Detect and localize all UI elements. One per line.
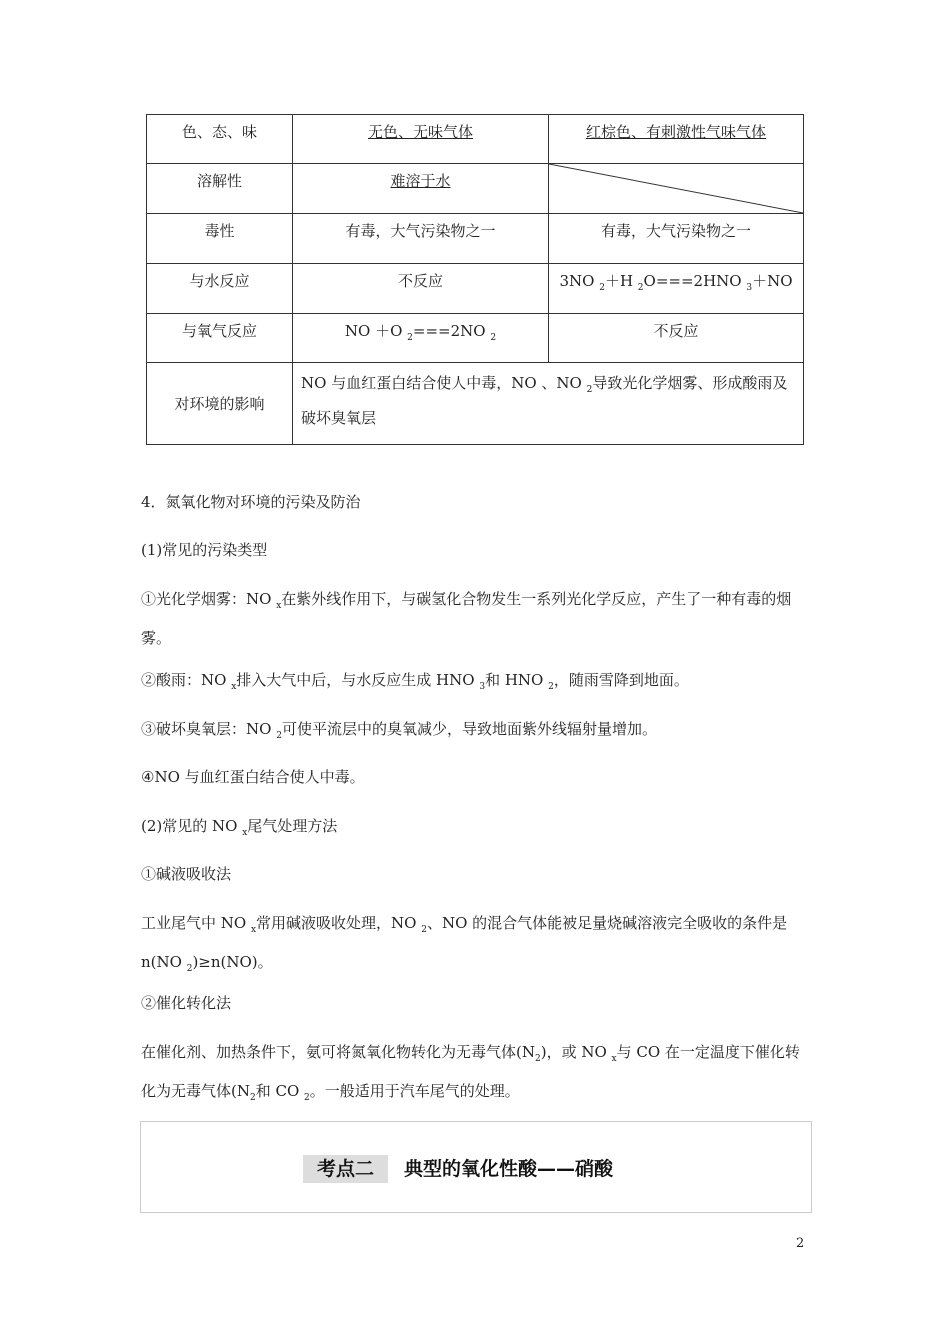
row-label: 溶解性 — [147, 164, 293, 214]
paragraph: 工业尾气中 NO $_x$常用碱液吸收处理，NO $_2$、NO 的混合气体能被足量烧碱溶液完全吸收的条件是 n(NO $_2$)≥n(NO)。 — [141, 914, 788, 974]
subheading: (1)常见的污染类型 — [141, 541, 268, 559]
no-cell: 不反应 — [293, 264, 549, 314]
section-banner — [140, 1121, 812, 1213]
row-label: 对环境的影响 — [147, 363, 293, 445]
no2-cell: 不反应 — [549, 314, 804, 363]
page-number: 2 — [796, 1236, 805, 1251]
no-oxygen-reaction: NO ＋O $_2$===2NO $_2$ — [293, 314, 549, 363]
no2-water-reaction: 3NO $_2$＋H $_2$O===2HNO $_3$＋NO — [549, 264, 804, 314]
subheading: (2)常见的 NO $_x$尾气处理方法 — [141, 817, 338, 838]
paragraph: 在催化剂、加热条件下，氨可将氮氧化物转化为无毒气体$(N_2)$，或 NO $_x$与 CO 在一定温度下催化转化为无毒气体($N_2$和 CO $_2$。一般适用于汽车尾气的处理。 — [141, 1043, 800, 1103]
row-label: 毒性 — [147, 214, 293, 264]
paragraph: ③破坏臭氧层：NO $_2$可使平流层中的臭氧减少，导致地面紫外线辐射量增加。 — [141, 720, 657, 741]
banner-title: 典型的氧化性酸——硝酸 — [404, 1158, 614, 1180]
method-title: ①碱液吸收法 — [141, 865, 232, 883]
no-cell: 有毒，大气污染物之一 — [293, 214, 549, 264]
properties-table — [146, 114, 804, 445]
paragraph: ④NO 与血红蛋白结合使人中毒。 — [141, 768, 365, 786]
row-label: 色、态、味 — [147, 115, 293, 164]
paragraph: ②酸雨：NO $_x$排入大气中后，与水反应生成 HNO $_3$和 HNO $_2$，随雨雪降到地面。 — [141, 671, 689, 692]
paragraph: ①光化学烟雾：NO $_x$在紫外线作用下，与碳氢化合物发生一系列光化学反应，产生了一种有毒的烟雾。 — [141, 590, 792, 647]
no2-cell: 有毒，大气污染物之一 — [549, 214, 804, 264]
banner-tag: 考点二 — [303, 1155, 388, 1183]
row-label: 与水反应 — [147, 264, 293, 314]
no-cell: 难溶于水 — [293, 164, 549, 214]
no2-cell: 红棕色、有刺激性气味气体 — [549, 115, 804, 164]
method-title: ②催化转化法 — [141, 994, 232, 1012]
row-label: 与氧气反应 — [147, 314, 293, 363]
section-heading: 4．氮氧化物对环境的污染及防治 — [141, 493, 361, 511]
no-cell: 无色、无味气体 — [293, 115, 549, 164]
environment-impact: NO 与血红蛋白结合使人中毒，NO 、NO $_2$导致光化学烟雾、形成酸雨及破坏臭氧层 — [293, 363, 804, 445]
diagonal-empty-cell — [549, 164, 804, 214]
